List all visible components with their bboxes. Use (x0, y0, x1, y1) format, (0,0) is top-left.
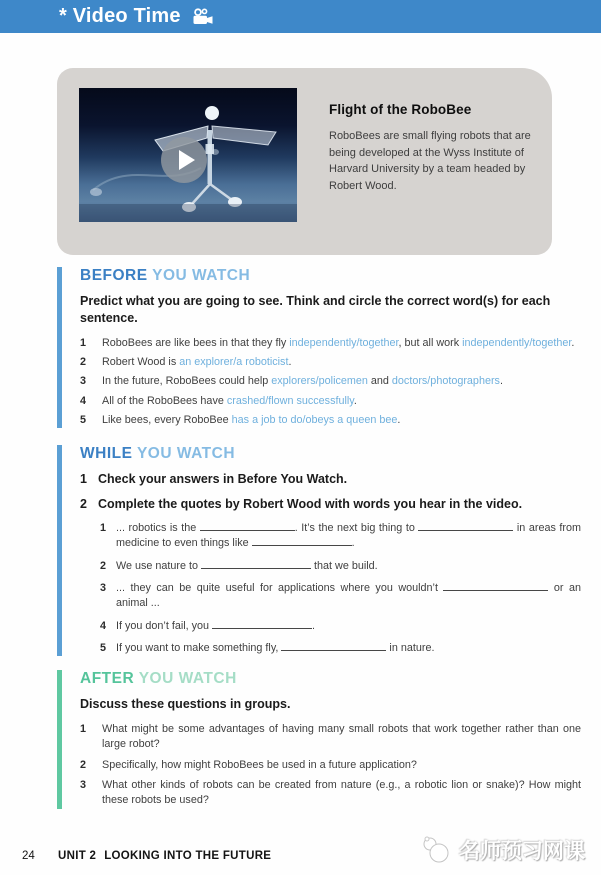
play-button[interactable] (161, 137, 207, 183)
text-segment: If you want to make something fly, (116, 641, 282, 654)
text-segment: . (397, 414, 401, 427)
answer-blank[interactable] (201, 559, 311, 569)
text-segment: If you don’t fail, you (116, 619, 213, 632)
text-segment: and (367, 375, 392, 388)
prediction-item (80, 355, 581, 370)
section-after-you-watch (57, 670, 581, 809)
page-title: * Video Time (59, 5, 181, 27)
item-number: 1 (80, 336, 87, 349)
quote-list (100, 521, 581, 656)
text-segment: . (288, 356, 292, 369)
item-text (116, 641, 581, 656)
section-before-you-watch (57, 267, 581, 428)
text-segment: All of the RoboBees have (102, 394, 227, 407)
item-number: 4 (80, 394, 87, 407)
text-segment: ... robotics is the (116, 521, 200, 534)
video-camera-icon (191, 8, 215, 26)
text-segment: in nature. (386, 641, 435, 654)
item-number: 2 (80, 497, 87, 512)
word-choice[interactable]: doctors/photographers (391, 375, 500, 388)
quote-item (100, 559, 581, 574)
prediction-item (80, 394, 581, 409)
prediction-item (80, 413, 581, 428)
unit-label (58, 850, 271, 862)
discussion-item (80, 758, 581, 773)
text-segment: ... they can be quite useful for applications where you wouldn’t (116, 581, 444, 594)
item-number: 3 (80, 779, 87, 792)
heading-strong: AFTER (80, 670, 135, 688)
header-bar (0, 0, 601, 33)
answer-blank[interactable] (212, 619, 312, 629)
unit-number: UNIT 2 (58, 850, 97, 862)
word-choice[interactable]: an explorer/a roboticist (179, 356, 289, 369)
heading-light: YOU WATCH (152, 267, 251, 284)
item-text (116, 559, 581, 574)
text-segment: We use nature to (116, 559, 202, 572)
item-number: 2 (80, 356, 87, 369)
text-segment: RoboBees are like bees in that they fly (102, 336, 290, 349)
text-segment: . (571, 336, 575, 349)
page-footer (22, 850, 271, 862)
video-title: Flight of the RoboBee (329, 102, 472, 117)
item-text: What other kinds of robots can be created from nature (e.g., a robotic lion or snake)? How might these robots be used? (102, 779, 581, 807)
discussion-item (80, 722, 581, 753)
item-number: 5 (100, 641, 107, 654)
word-choice[interactable]: independently/together (289, 336, 399, 349)
video-info (297, 88, 545, 235)
task-list (80, 471, 581, 514)
item-text (102, 336, 581, 351)
section-while-you-watch (57, 445, 581, 656)
item-text (102, 355, 581, 370)
prediction-item (80, 336, 581, 351)
answer-blank[interactable] (252, 536, 352, 546)
unit-title: LOOKING INTO THE FUTURE (104, 850, 272, 862)
text-segment: , but all work (398, 336, 463, 349)
prediction-item (80, 374, 581, 389)
section-heading-after (80, 670, 581, 688)
play-icon (179, 150, 195, 170)
item-text: What might be some advantages of having many small robots that work together rather than one large robot? (102, 723, 581, 751)
text-segment: . (353, 394, 357, 407)
heading-light: YOU WATCH (138, 670, 237, 688)
word-choice[interactable]: crashed/flown successfully (226, 394, 354, 407)
item-text (116, 581, 581, 612)
item-number: 2 (100, 559, 107, 572)
answer-blank[interactable] (281, 641, 386, 651)
item-text (102, 413, 581, 428)
video-thumbnail[interactable] (79, 88, 297, 222)
text-segment: Robert Wood is (102, 356, 180, 369)
text-segment: Like bees, every RoboBee (102, 414, 232, 427)
item-number: 3 (100, 581, 107, 594)
text-segment: . (312, 619, 316, 632)
watermark-logo-icon (420, 835, 454, 865)
prediction-list (80, 336, 581, 429)
text-segment: . (499, 375, 503, 388)
item-text: Specifically, how might RoboBees be used in a future application? (102, 758, 417, 771)
text-segment: In the future, RoboBees could help (102, 375, 272, 388)
quote-item (100, 619, 581, 634)
video-description: RoboBees are small flying robots that are being developed at the Wyss Institute of Harvard University by a team headed by Robert Wood. (329, 130, 531, 192)
text-segment: . (351, 537, 355, 550)
item-number: 1 (80, 723, 87, 736)
item-text: Check your answers in Before You Watch. (98, 472, 348, 487)
text-segment: . It’s the next big thing to (294, 521, 419, 534)
word-choice[interactable]: explorers/policemen (271, 375, 368, 388)
heading-light: YOU WATCH (136, 445, 236, 463)
answer-blank[interactable] (418, 521, 513, 531)
quote-item (100, 581, 581, 612)
discussion-list (80, 722, 581, 809)
instruction-text: Predict what you are going to see. Think and circle the correct word(s) for each sentence. (80, 294, 551, 325)
item-text: Complete the quotes by Robert Wood with words you hear in the video. (98, 497, 523, 512)
item-text (116, 521, 581, 552)
word-choice[interactable]: independently/together (462, 336, 572, 349)
task-item (80, 496, 581, 514)
page-number: 24 (22, 850, 35, 862)
quote-item (100, 641, 581, 656)
video-card (57, 68, 552, 255)
instruction-text: Discuss these questions in groups. (80, 697, 291, 712)
watermark-text: 名师预习网课 (459, 840, 585, 863)
answer-blank[interactable] (443, 581, 548, 591)
item-text (116, 619, 581, 634)
item-text (102, 374, 581, 389)
item-number: 2 (80, 758, 87, 771)
text-segment: or an animal ... (116, 581, 581, 610)
item-text (102, 394, 581, 409)
answer-blank[interactable] (200, 521, 295, 531)
text-segment: in areas from medicine to even things like (116, 521, 581, 550)
item-number: 3 (80, 375, 87, 388)
heading-strong: BEFORE (80, 267, 148, 284)
item-number: 1 (80, 472, 87, 487)
section-heading-while (80, 445, 581, 463)
heading-strong: WHILE (80, 445, 133, 463)
item-number: 1 (100, 521, 107, 534)
item-number: 4 (100, 619, 107, 632)
discussion-item (80, 778, 581, 809)
text-segment: that we build. (311, 559, 378, 572)
item-number: 5 (80, 414, 87, 427)
quote-item (100, 521, 581, 552)
task-item (80, 471, 581, 489)
section-heading-before (80, 267, 581, 285)
word-choice[interactable]: has a job to do/obeys a queen bee (231, 414, 398, 427)
watermark (420, 835, 585, 865)
